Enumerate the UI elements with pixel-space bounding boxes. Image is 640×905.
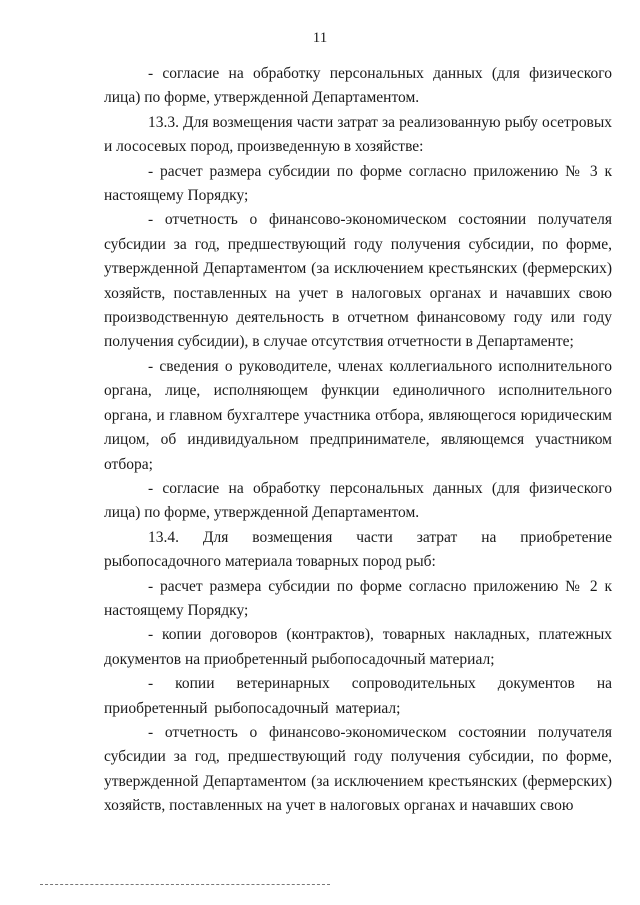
section-heading-13-3: 13.3. Для возмещения части затрат за реализованную рыбу осетровых и лососевых пород, произведенную в хозяйстве: (104, 113, 612, 156)
paragraph: - копии договоров (контрактов), товарных накладных, платежных документов на приобретенный рыбопосадочный материал; (104, 626, 612, 668)
document-body (104, 62, 612, 819)
paragraph: - копии ветеринарных сопроводительных документов на приобретенный рыбопосадочный материал; (104, 675, 612, 717)
paragraph: - расчет размера субсидии по форме согласно приложению № 2 к настоящему Порядку; (104, 577, 612, 619)
paragraph: - согласие на обработку персональных данных (для физического лица) по форме, утвержденной Департаментом. (104, 65, 612, 107)
page-number: 11 (312, 30, 328, 46)
paragraph: - отчетность о финансово-экономическом состоянии получателя субсидии за год, предшествующий году получения субсидии, по форме, утвержденной Департаментом (за исключением крестьянских (фермерских) хозяйств, поставленных на учет в налоговых органах и начавших свою производственную деятельность в отчетном финансовому году или году получения субсидии), в случае отсутствия отчетности в Департаменте; (104, 211, 612, 351)
section-heading-13-4: 13.4. Для возмещения части затрат на приобретение рыбопосадочного материала товарных пород рыб: (104, 528, 612, 571)
paragraph: - сведения о руководителе, членах коллегиального исполнительного органа, лице, исполняющем функции единоличного исполнительного органа, и главном бухгалтере участника отбора, являющегося юридическим лицом, об индивидуальном предпринимателе, являющемся участником отбора; (104, 357, 612, 473)
footer-rule (40, 884, 330, 885)
paragraph: - отчетность о финансово-экономическом состоянии получателя субсидии за год, предшествующий году получения субсидии, по форме, утвержденной Департаментом (за исключением крестьянских (фермерских) хозяйств, поставленных на учет в налоговых органах и начавших свою (104, 723, 612, 815)
paragraph: - расчет размера субсидии по форме согласно приложению № 3 к настоящему Порядку; (104, 162, 612, 205)
paragraph: - согласие на обработку персональных данных (для физического лица) по форме, утвержденной Департаментом. (104, 479, 612, 522)
